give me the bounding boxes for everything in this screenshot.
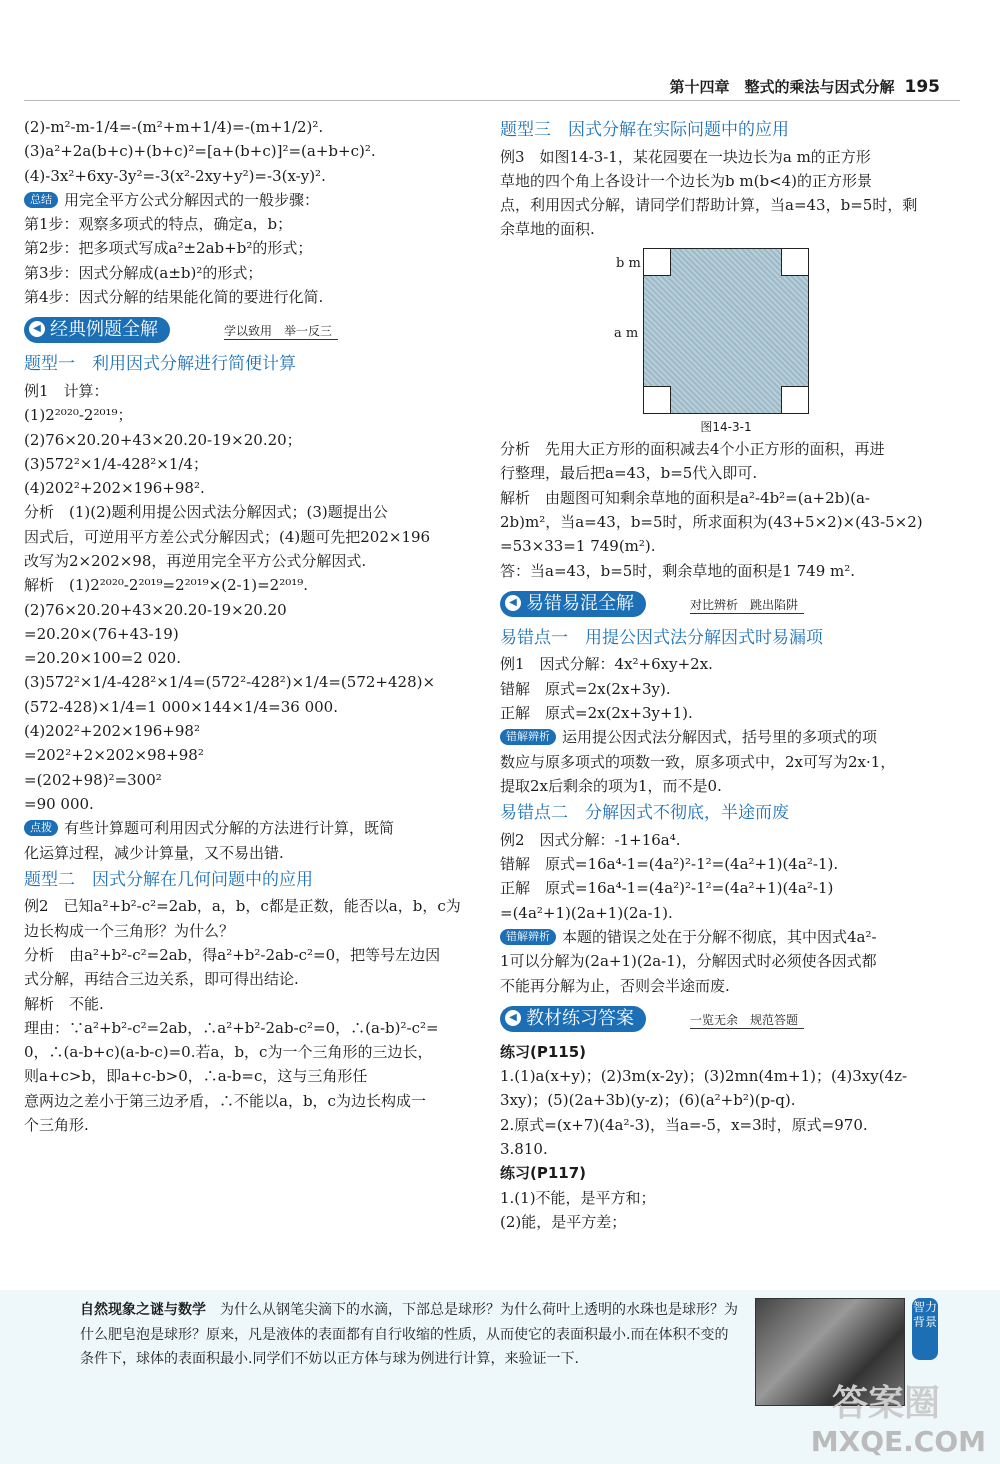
text-line: (1)2²⁰²⁰-2²⁰¹⁹； (24, 406, 133, 425)
tip-text: 有些计算题可利用因式分解的方法进行计算，既简 (64, 819, 395, 838)
text-line: (4)-3x²+6xy-3y²=-3(x²-2xy+y²)=-3(x-y)². (24, 166, 326, 185)
text-line: 提取2x后剩余的项为1，而不是0. (500, 776, 722, 795)
text-line: 运用提公因式法分解因式，括号里的多项式的项 (562, 728, 878, 747)
text-line: 则a+c>b，即a+c-b>0，∴a-b=c，这与三角形任 (24, 1067, 368, 1086)
section-banner (500, 1004, 952, 1034)
text-line: 2b)m²，当a=43，b=5时，所求面积为(43+5×2)×(43-5×2) (500, 513, 923, 532)
text-line: 例1 因式分解：4x²+6xy+2x. (500, 655, 713, 674)
text-line: (3)572²×1/4-428²×1/4=(572²-428²)×1/4=(572+428)× (24, 673, 436, 692)
text-line: 错解 原式=2x(2x+3y). (500, 679, 671, 698)
text-line: 本题的错误之处在于分解不彻底，其中因式4a²- (562, 927, 877, 946)
text-line: 2.原式=(x+7)(4a²-3)，当a=-5，x=3时，原式=970. (500, 1115, 868, 1134)
tip-chip: 点拨 (24, 820, 58, 836)
section-banner (500, 589, 952, 619)
watermark: 答案圈 (831, 1382, 940, 1424)
page-header (669, 76, 940, 97)
left-column (24, 115, 476, 1137)
text-line: 意两边之差小于第三边矛盾，∴不能以a，b，c为边长构成一 (24, 1091, 426, 1110)
text-line: 例2 因式分解：-1+16a⁴. (500, 830, 681, 849)
section-heading: 易错点二 分解因式不彻底，半途而废 (500, 803, 789, 824)
speaker-icon: ◀ (505, 1010, 521, 1026)
page-number: 195 (904, 77, 940, 97)
section-heading: 题型三 因式分解在实际问题中的应用 (500, 120, 789, 140)
text-line: 化运算过程，减少计算量，又不易出错. (24, 843, 284, 862)
text-line: =(202+98)²=300² (24, 770, 162, 789)
text-line: (2)-m²-m-1/4=-(m²+m+1/4)=-(m+1/2)². (24, 118, 324, 136)
text-line: 数应与原多项式的项数一致，原多项式中，2x可写为2x·1， (500, 752, 896, 771)
text-line: 改写为2×202×98，再逆用完全平方公式分解因式. (24, 551, 367, 570)
banner-tag: 对比辨析 跳出陷阱 (690, 597, 804, 614)
text-line: (2)能，是平方差； (500, 1212, 627, 1231)
text-line: 答：当a=43，b=5时，剩余草地的面积是1 749 m². (500, 561, 856, 580)
corner-square (781, 248, 809, 276)
text-line: 草地的四个角上各设计一个边长为b m(b<4)的正方形景 (500, 171, 873, 190)
text-line: 行整理，最后把a=43，b=5代入即可. (500, 464, 758, 483)
text-line: 分析 先用大正方形的面积减去4个小正方形的面积，再进 (500, 440, 885, 459)
text-line: 边长构成一个三角形？为什么？ (24, 921, 235, 940)
header-rule (24, 100, 960, 101)
text-line: 解析 (1)2²⁰²⁰-2²⁰¹⁹=2²⁰¹⁹×(2-1)=2²⁰¹⁹. (24, 576, 309, 595)
error-analysis-chip: 错解辨析 (500, 929, 556, 945)
text-line: =20.20×(76+43-19) (24, 624, 179, 643)
text-line: (4)202²+202×196+98². (24, 479, 205, 498)
text-line: 解析 不能. (24, 994, 104, 1013)
text-line: (2)76×20.20+43×20.20-19×20.20； (24, 430, 302, 449)
text-line: (3)572²×1/4-428²×1/4； (24, 454, 209, 473)
text-line: 1.(1)不能，是平方和； (500, 1188, 656, 1207)
text-line: 例1 计算： (24, 381, 109, 400)
text-line: (2)76×20.20+43×20.20-19×20.20 (24, 600, 287, 619)
side-tab: 智力背景 (912, 1298, 938, 1360)
step-line: 第2步：把多项式写成a²±2ab+b²的形式； (24, 239, 313, 258)
text-line: (572-428)×1/4=1 000×144×1/4=36 000. (24, 697, 338, 716)
section-banner (24, 315, 476, 345)
section-heading: 题型一 利用因式分解进行简便计算 (24, 354, 296, 375)
banner-title: 教材练习答案 (500, 1006, 646, 1032)
figure-caption: 图14-3-1 (700, 419, 752, 434)
text-line: 错解 原式=16a⁴-1=(4a²)²-1²=(4a²+1)(4a²-1). (500, 855, 839, 874)
background-title: 自然现象之谜与数学 (80, 1302, 206, 1318)
text-line: 1可以分解为(2a+1)(2a-1)，分解因式时必须使各因式都 (500, 952, 877, 971)
figure-label-b: b m (616, 255, 641, 271)
section-heading: 易错点一 用提公因式法分解因式时易漏项 (500, 627, 823, 648)
corner-square (643, 248, 671, 276)
text-line: 例2 已知a²+b²-c²=2ab，a，b，c都是正数，能否以a，b，c为 (24, 897, 461, 916)
banner-title: 易错易混全解 (500, 591, 646, 617)
text-line: =202²+2×202×98+98² (24, 746, 204, 765)
exercise-heading: 练习(P117) (500, 1164, 587, 1183)
text-line: =53×33=1 749(m²). (500, 537, 656, 556)
corner-square (643, 386, 671, 414)
banner-tag: 学以致用 举一反三 (224, 323, 338, 340)
figure-square-garden (614, 248, 809, 414)
exercise-heading: 练习(P115) (500, 1042, 587, 1061)
step-line: 第3步：因式分解成(a±b)²的形式； (24, 263, 263, 282)
text-line: 1.(1)a(x+y)；(2)3m(x-2y)；(3)2mn(4m+1)；(4)3xy(4z- (500, 1067, 908, 1086)
text-line: 例3 如图14-3-1，某花园要在一块边长为a m的正方形 (500, 147, 871, 166)
text-line: 3.810. (500, 1140, 548, 1159)
step-line: 第4步：因式分解的结果能化简的要进行化简. (24, 288, 324, 307)
text-line: =90 000. (24, 794, 94, 813)
text-line: (4)202²+202×196+98² (24, 722, 200, 741)
chapter-title: 第十四章 整式的乘法与因式分解 (669, 78, 895, 96)
text-line: 理由：∵a²+b²-c²=2ab，∴a²+b²-2ab-c²=0，∴(a-b)²-c²= (24, 1018, 439, 1037)
summary-title: 用完全平方公式分解因式的一般步骤： (64, 190, 320, 209)
text-line: (3)a²+2a(b+c)+(b+c)²=[a+(b+c)]²=(a+b+c)². (24, 142, 376, 161)
text-line: 正解 原式=2x(2x+3y+1). (500, 704, 693, 723)
step-line: 第1步：观察多项式的特点，确定a，b； (24, 215, 293, 234)
text-line: 解析 由题图可知剩余草地的面积是a²-4b²=(a+2b)(a- (500, 488, 870, 507)
text-line: 0，∴(a-b+c)(a-b-c)=0.若a，b，c为一个三角形的三边长， (24, 1043, 433, 1062)
watermark-url: MXQE.COM (810, 1425, 986, 1458)
text-line: 个三角形. (24, 1116, 89, 1135)
text-line: 3xy)；(5)(2a+3b)(y-z)；(6)(a²+b²)(p-q). (500, 1091, 796, 1110)
speaker-icon: ◀ (505, 595, 521, 611)
speaker-icon: ◀ (29, 321, 45, 337)
corner-square (781, 386, 809, 414)
text-line: 点，利用因式分解，请同学们帮助计算，当a=43，b=5时，剩 (500, 196, 918, 215)
intelligence-background-box (0, 1290, 1000, 1464)
text-line: =(4a²+1)(2a+1)(2a-1). (500, 903, 673, 922)
text-line: 式分解，再结合三边关系，即可得出结论. (24, 970, 299, 989)
section-heading: 题型二 因式分解在几何问题中的应用 (24, 869, 313, 890)
text-line: 不能再分解为止，否则会半途而废. (500, 976, 730, 995)
text-line: 分析 由a²+b²-c²=2ab，得a²+b²-2ab-c²=0，把等号左边因 (24, 945, 441, 964)
banner-tag: 一览无余 规范答题 (690, 1012, 804, 1029)
text-line: 因式后，可逆用平方差公式分解因式；(4)题可先把202×196 (24, 527, 431, 546)
summary-chip: 总结 (24, 192, 58, 208)
right-column (500, 115, 952, 1234)
text-line: 分析 (1)(2)题利用提公因式法分解因式；(3)题提出公 (24, 503, 388, 522)
text-line: 正解 原式=16a⁴-1=(4a²)²-1²=(4a²+1)(4a²-1) (500, 879, 834, 898)
banner-title: 经典例题全解 (24, 317, 170, 343)
background-body: 为什么从钢笔尖滴下的水滴，下部总是球形？为什么荷叶上透明的水珠也是球形？为什么肥皂泡是球形？原来，凡是液体的表面都有自行收缩的性质，从而使它的表面积最小.而在体积不变的条件下，球体的表面积最小.同学们不妨以正方体与球为例进行计算，来验证一下. (80, 1302, 738, 1367)
error-analysis-chip: 错解辨析 (500, 729, 556, 745)
text-line: =20.20×100=2 020. (24, 649, 181, 668)
text-line: 余草地的面积. (500, 220, 595, 239)
figure-label-a: a m (614, 325, 639, 341)
background-text (80, 1298, 740, 1372)
